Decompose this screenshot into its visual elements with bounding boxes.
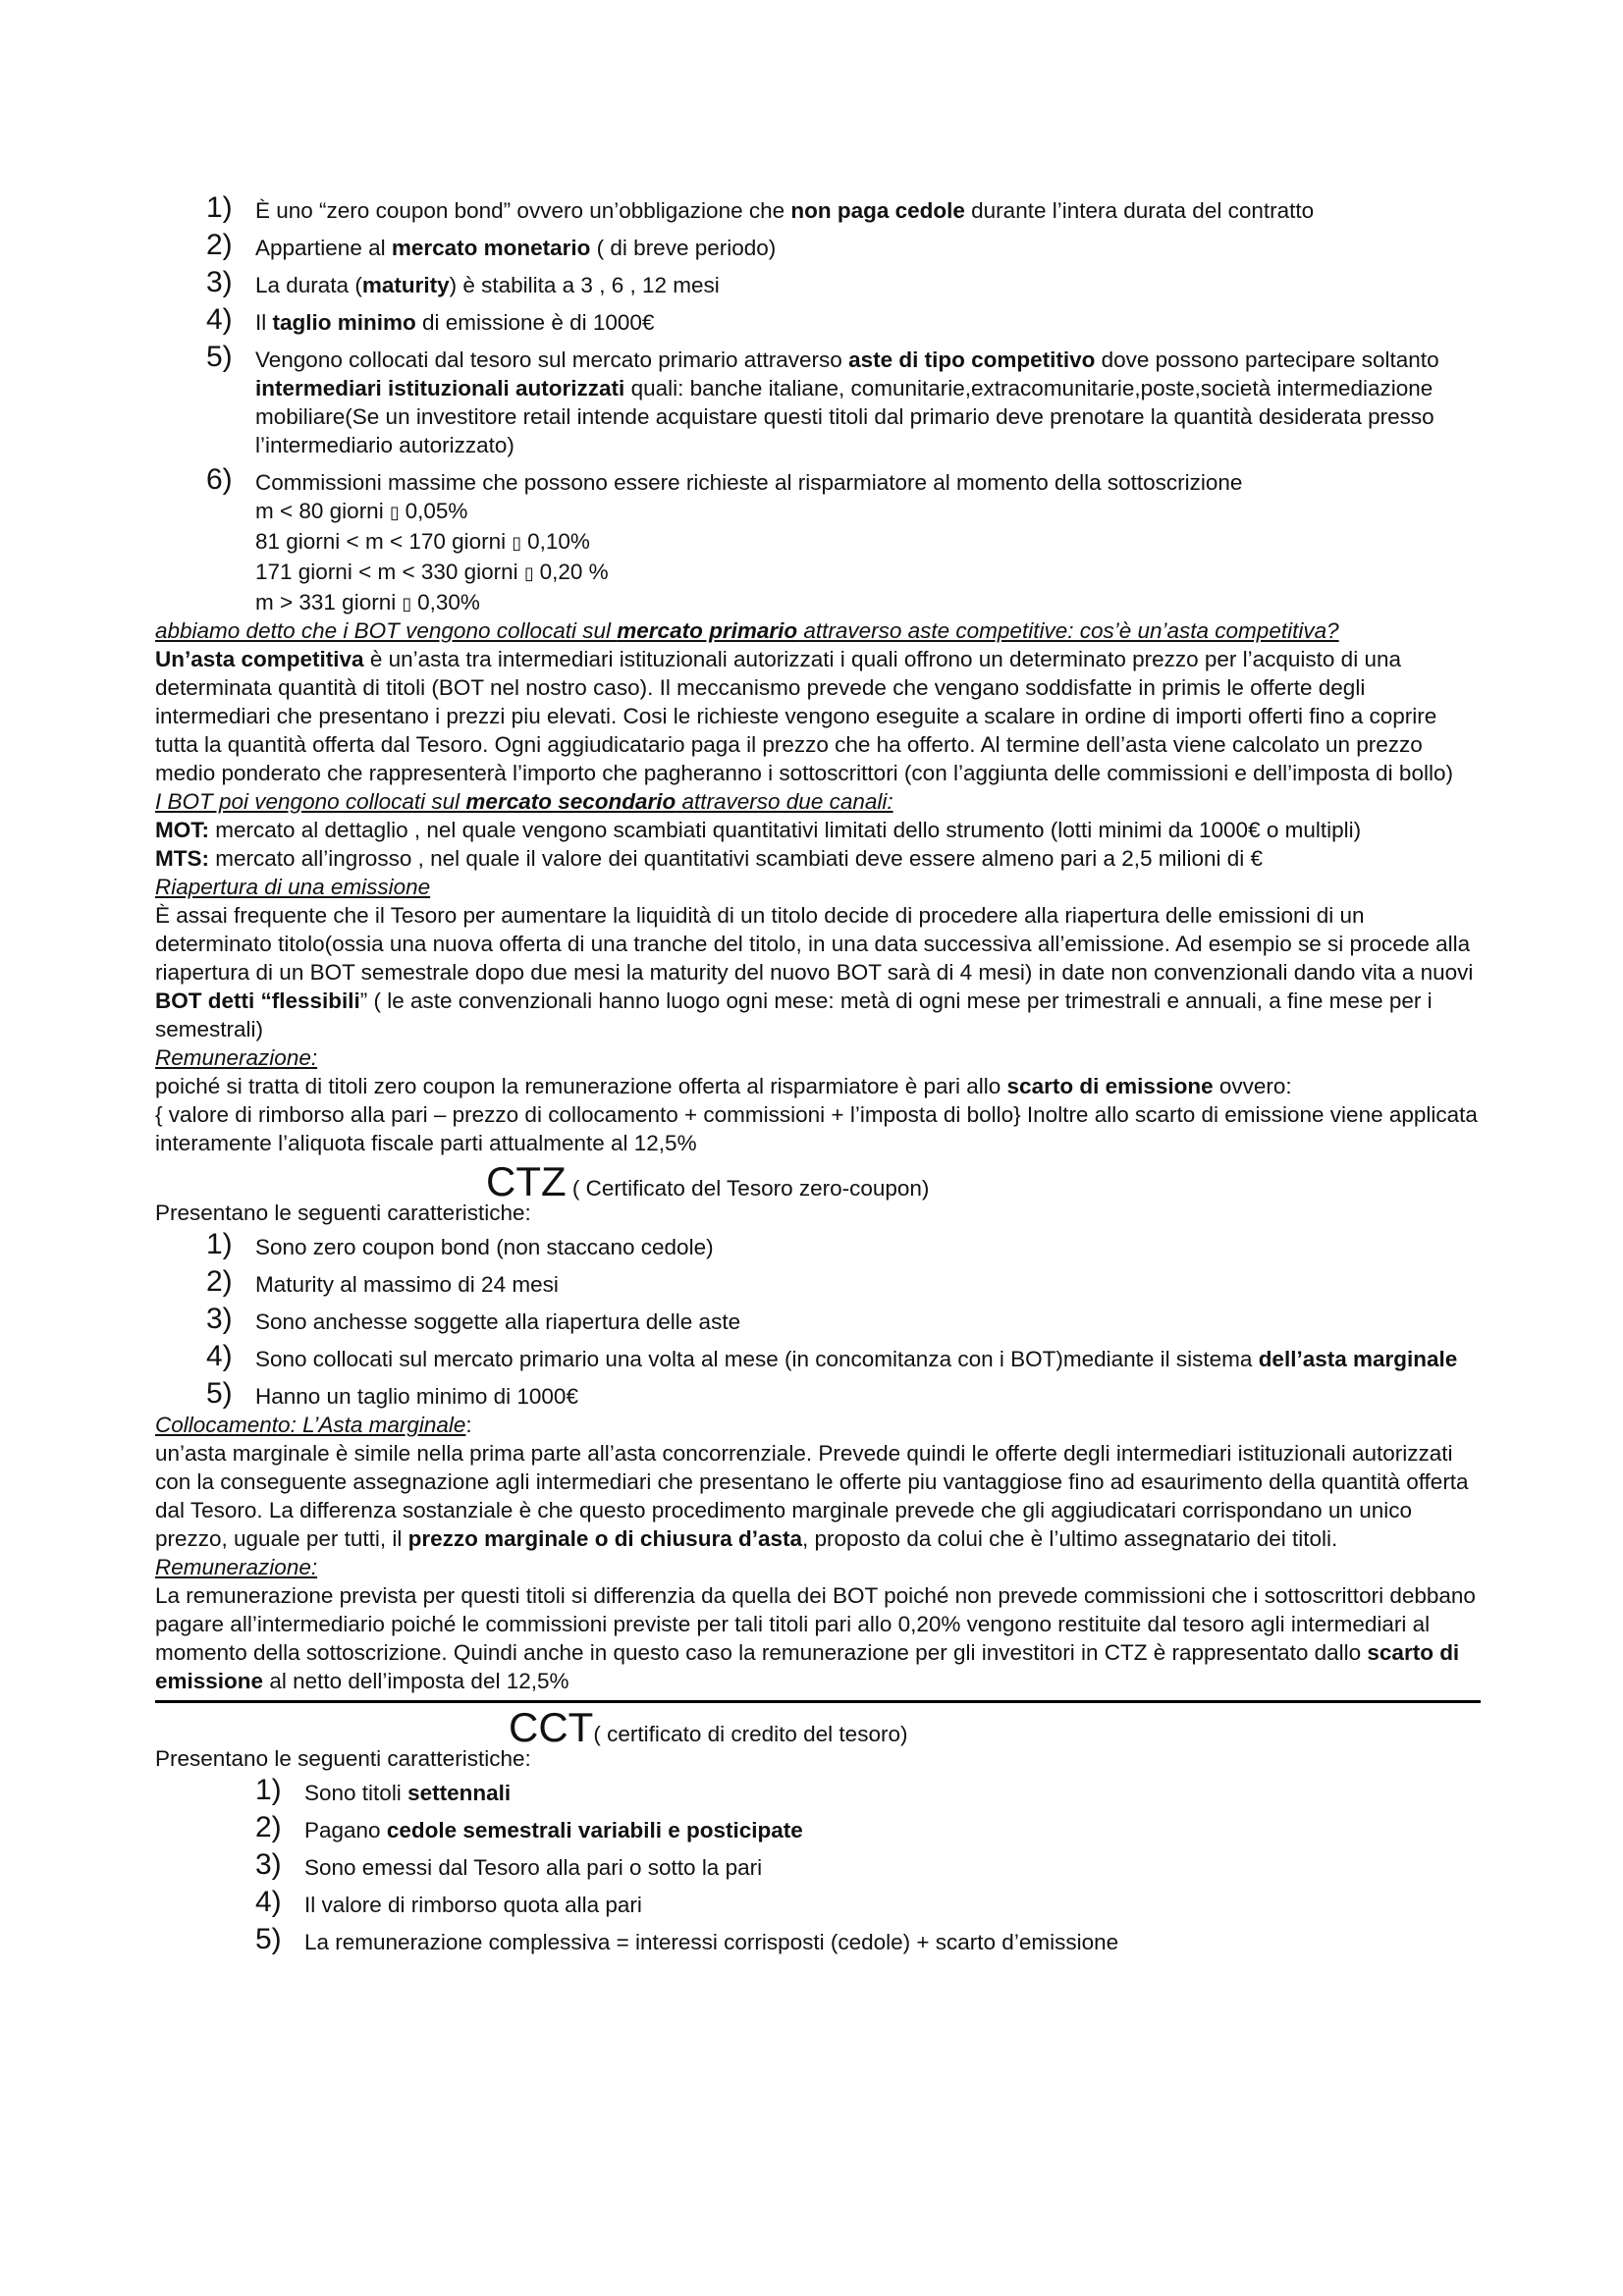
- text-run: La durata (: [255, 273, 362, 297]
- commission-line: [255, 497, 1483, 527]
- text-run: attraverso due canali:: [676, 789, 893, 814]
- bold-text: Un’asta competitiva: [155, 647, 364, 671]
- bold-text: BOT detti “flessibili: [155, 988, 360, 1013]
- commission-range: m < 80 giorni: [255, 499, 390, 523]
- list-number: 4): [206, 303, 233, 336]
- text-run: mercato al dettaglio , nel quale vengono scambiati quantitativi limitati dello strumento (lotti minimi da 1000€ o multipli): [209, 818, 1362, 842]
- bold-text: prezzo marginale o di chiusura d’asta: [407, 1526, 802, 1551]
- commission-range: 81 giorni < m < 170 giorni: [255, 529, 513, 554]
- ctz-remunerazione-heading: Remunerazione:: [155, 1555, 318, 1579]
- list-item: [206, 1303, 1483, 1336]
- collocamento-heading-text: Collocamento: L’Asta marginale: [155, 1413, 466, 1437]
- commission-range: m > 331 giorni: [255, 590, 403, 614]
- text-run: ovvero:: [1213, 1074, 1292, 1098]
- list-number: 2): [255, 1811, 282, 1843]
- text-run: abbiamo detto che i BOT vengono collocati sul: [155, 618, 618, 643]
- list-number: 3): [206, 266, 233, 298]
- text-run: Il valore di rimborso quota alla pari: [304, 1893, 642, 1917]
- text-run: Hanno un taglio minimo di 1000€: [255, 1384, 578, 1409]
- text-run: { valore di rimborso alla pari – prezzo di collocamento + commissioni + l’imposta di bollo} Inoltre allo scarto di emissione viene applicata interamente l’aliquota fiscale parti attualmente al 12,5%: [155, 1102, 1478, 1155]
- asta-paragraph: [155, 645, 1483, 787]
- list-number: 4): [255, 1886, 282, 1918]
- ctz-intro: Presentano le seguenti caratteristiche:: [155, 1201, 531, 1225]
- asta-heading: [155, 616, 1483, 645]
- list-item-text: [255, 271, 1483, 299]
- bold-text: non paga cedole: [790, 198, 965, 223]
- text-run: attraverso aste competitive: cos’è un’asta competitiva?: [797, 618, 1339, 643]
- commission-line: [255, 588, 1483, 618]
- riapertura-paragraph: [155, 901, 1483, 1043]
- page-content: [155, 191, 1483, 1965]
- list-item-text: [304, 1853, 1483, 1882]
- list-item-text: [255, 234, 1483, 262]
- ctz-title-big: CTZ: [486, 1158, 567, 1204]
- bold-text: intermediari istituzionali autorizzati: [255, 376, 625, 400]
- commission-rate: 0,20 %: [539, 560, 609, 584]
- text-run: Sono anchesse soggette alla riapertura delle aste: [255, 1309, 741, 1334]
- list-item: [255, 1811, 1483, 1844]
- text-run: ) è stabilita a 3 , 6 , 12 mesi: [449, 273, 720, 297]
- commissions-text: [255, 468, 1483, 618]
- bold-text: maturity: [361, 273, 450, 297]
- bold-text: mercato monetario: [391, 236, 591, 260]
- missing-glyph-icon: ▯: [523, 563, 540, 584]
- list-item: [206, 303, 1483, 337]
- commissions-intro: Commissioni massime che possono essere richieste al risparmiatore al momento della sottoscrizione: [255, 470, 1243, 495]
- list-item-text: [255, 346, 1483, 459]
- text-run: quali: banche italiane, comunitarie,extracomunitarie,poste,società intermediazione mobiliare(Se un investitore retail intende acquistare questi titoli dal primario deve prenotare la quantità desiderata presso l’intermediario autorizzato): [255, 376, 1434, 457]
- text-run: Appartiene al: [255, 236, 392, 260]
- list-item-text: [255, 308, 1483, 337]
- text-run: un’asta marginale è simile nella prima parte all’asta concorrenziale. Prevede quindi le offerte degli intermediari istituzionali autorizzati con la conseguente assegnazione agli intermediari che presentano le offerte piu vantaggiose fino ad esaurimento della quantità offerta dal Tesoro. La differenza sostanziale è che questo procedimento marginale prevede che gli aggiudicatari corrispondano un unico prezzo, uguale per tutti, il: [155, 1441, 1469, 1551]
- text-run: Sono titoli: [304, 1781, 408, 1805]
- list-item-commissions: [206, 463, 1483, 618]
- list-item: [206, 341, 1483, 459]
- bot-features-list: [155, 191, 1483, 459]
- text-run: È assai frequente che il Tesoro per aumentare la liquidità di un titolo decide di procedere alla riapertura delle emissioni di un determinato titolo(ossia una nuova offerta di una tranche del titolo, in una data successiva all’emissione. Ad esempio se si procede alla riapertura di un BOT semestrale dopo due mesi la maturity del nuovo BOT sarà di 4 mesi) in date non convenzionali dando vita a nuovi: [155, 903, 1474, 985]
- text-run: La remunerazione prevista per questi titoli si differenzia da quella dei BOT poiché non prevede commissioni che i sottoscrittori debbano pagare all’intermediario poiché le commissioni previste per tali titoli pari allo 0,20% vengono restituite dal tesoro agli intermediari al momento della sottoscrizione. Quindi anche in questo caso la remunerazione per gli investitori in CTZ è rappresentato dallo: [155, 1583, 1476, 1665]
- cct-features-list: [155, 1774, 1483, 1956]
- list-number: 1): [255, 1774, 282, 1806]
- text-run: , proposto da colui che è l’ultimo assegnatario dei titoli.: [802, 1526, 1338, 1551]
- text-run: Pagano: [304, 1818, 387, 1842]
- list-number: 3): [206, 1303, 233, 1335]
- bold-text: mercato primario: [617, 618, 798, 643]
- list-number: 1): [206, 191, 233, 224]
- text-run: dove possono partecipare soltanto: [1095, 347, 1439, 372]
- riapertura-heading: Riapertura di una emissione: [155, 875, 431, 899]
- remunerazione-paragraph: [155, 1072, 1483, 1157]
- commission-rate: 0,05%: [405, 499, 468, 523]
- list-item: [206, 1377, 1483, 1411]
- list-item: [255, 1886, 1483, 1919]
- bold-text: dell’asta marginale: [1258, 1347, 1458, 1371]
- bold-text: scarto di emissione: [1006, 1074, 1214, 1098]
- text-run: Maturity al massimo di 24 mesi: [255, 1272, 559, 1297]
- list-number: 2): [206, 229, 233, 261]
- list-item: [206, 1265, 1483, 1299]
- list-number: 6): [206, 463, 233, 496]
- list-item-text: [255, 1382, 1483, 1411]
- mts-paragraph: [155, 844, 1483, 873]
- bold-text: MOT:: [155, 818, 209, 842]
- list-item: [206, 1340, 1483, 1373]
- text-run: È uno “zero coupon bond” ovvero un’obbligazione che: [255, 198, 791, 223]
- text-run: mercato all’ingrosso , nel quale il valore dei quantitativi scambiati deve essere almeno pari a 2,5 milioni di €: [209, 846, 1264, 871]
- list-number: 5): [255, 1923, 282, 1955]
- secondario-heading: [155, 787, 1483, 816]
- commission-line: [255, 527, 1483, 558]
- remunerazione-heading: Remunerazione:: [155, 1045, 318, 1070]
- ctz-title-small: ( Certificato del Tesoro zero-coupon): [566, 1176, 930, 1201]
- text-run: I BOT poi vengono collocati sul: [155, 789, 466, 814]
- text-run: durante l’intera durata del contratto: [964, 198, 1315, 223]
- list-number: 2): [206, 1265, 233, 1298]
- list-item: [206, 1228, 1483, 1261]
- text-run: Il: [255, 310, 273, 335]
- text-run: La remunerazione complessiva = interessi corrisposti (cedole) + scarto d’emissione: [304, 1930, 1119, 1954]
- missing-glyph-icon: ▯: [389, 503, 406, 523]
- text-run: poiché si tratta di titoli zero coupon la remunerazione offerta al risparmiatore è pari allo: [155, 1074, 1007, 1098]
- list-item-text: [255, 1270, 1483, 1299]
- list-number: 1): [206, 1228, 233, 1260]
- list-item-text: [255, 196, 1483, 225]
- missing-glyph-icon: ▯: [402, 594, 418, 614]
- bold-text: taglio minimo: [272, 310, 416, 335]
- bold-text: cedole semestrali variabili e posticipate: [386, 1818, 803, 1842]
- list-item-text: [304, 1928, 1483, 1956]
- collocamento-paragraph: [155, 1439, 1483, 1553]
- list-item-text: [304, 1779, 1483, 1807]
- cct-title-small: ( certificato di credito del tesoro): [593, 1722, 908, 1746]
- list-number: 5): [206, 1377, 233, 1410]
- list-item-text: [255, 1233, 1483, 1261]
- commission-range: 171 giorni < m < 330 giorni: [255, 560, 524, 584]
- collocamento-heading: [155, 1411, 1483, 1439]
- commission-rate: 0,30%: [417, 590, 480, 614]
- ctz-remunerazione-paragraph: [155, 1581, 1483, 1695]
- list-number: 3): [255, 1848, 282, 1881]
- text-run: Sono collocati sul mercato primario una volta al mese (in concomitanza con i BOT)mediante il sistema: [255, 1347, 1259, 1371]
- ctz-features-list: [155, 1228, 1483, 1411]
- list-number: 5): [206, 341, 233, 373]
- list-number: 4): [206, 1340, 233, 1372]
- list-item-text: [304, 1816, 1483, 1844]
- list-item-text: [255, 1308, 1483, 1336]
- text-run: Sono zero coupon bond (non staccano cedole): [255, 1235, 714, 1259]
- mot-paragraph: [155, 816, 1483, 844]
- bold-text: mercato secondario: [465, 789, 676, 814]
- list-item-text: [255, 1345, 1483, 1373]
- list-item: [206, 191, 1483, 225]
- list-item: [255, 1774, 1483, 1807]
- commission-line: [255, 558, 1483, 588]
- text-run: di emissione è di 1000€: [415, 310, 655, 335]
- collocamento-heading-colon: :: [465, 1413, 472, 1437]
- text-run: Sono emessi dal Tesoro alla pari o sotto la pari: [304, 1855, 763, 1880]
- cct-intro: Presentano le seguenti caratteristiche:: [155, 1746, 531, 1771]
- commission-rate: 0,10%: [527, 529, 590, 554]
- text-run: ” ( le aste convenzionali hanno luogo ogni mese: metà di ogni mese per trimestrali e annuali, a fine mese per i semestrali): [155, 988, 1433, 1041]
- list-item: [206, 229, 1483, 262]
- bold-text: settennali: [407, 1781, 512, 1805]
- list-item: [206, 266, 1483, 299]
- commissions-lines: [255, 497, 1483, 618]
- bold-text: scarto di emissione: [155, 1640, 1460, 1693]
- list-item: [255, 1923, 1483, 1956]
- section-divider: [155, 1700, 1481, 1703]
- bold-text: aste di tipo competitivo: [848, 347, 1096, 372]
- text-run: al netto dell’imposta del 12,5%: [263, 1669, 569, 1693]
- text-run: ( di breve periodo): [590, 236, 777, 260]
- cct-title-big: CCT: [509, 1704, 594, 1750]
- bold-text: MTS:: [155, 846, 209, 871]
- text-run: è un’asta tra intermediari istituzionali autorizzati i quali offrono un determinato prezzo per l’acquisto di una determinata quantità di titoli (BOT nel nostro caso). Il meccanismo prevede che vengano soddisfatte in primis le offerte degli intermediari che presentano i prezzi piu elevati. Cosi le richieste vengono eseguite a scalare in ordine di importi offerti fino a coprire tutta la quantità offerta dal Tesoro. Ogni aggiudicatario paga il prezzo che ha offerto. Al termine dell’asta viene calcolato un prezzo medio ponderato che rappresenterà l’importo che pagheranno i sottoscrittori (con l’aggiunta delle commissioni e dell’imposta di bollo): [155, 647, 1453, 785]
- list-item: [255, 1848, 1483, 1882]
- missing-glyph-icon: ▯: [512, 533, 528, 554]
- text-run: Vengono collocati dal tesoro sul mercato primario attraverso: [255, 347, 849, 372]
- list-item-text: [304, 1891, 1483, 1919]
